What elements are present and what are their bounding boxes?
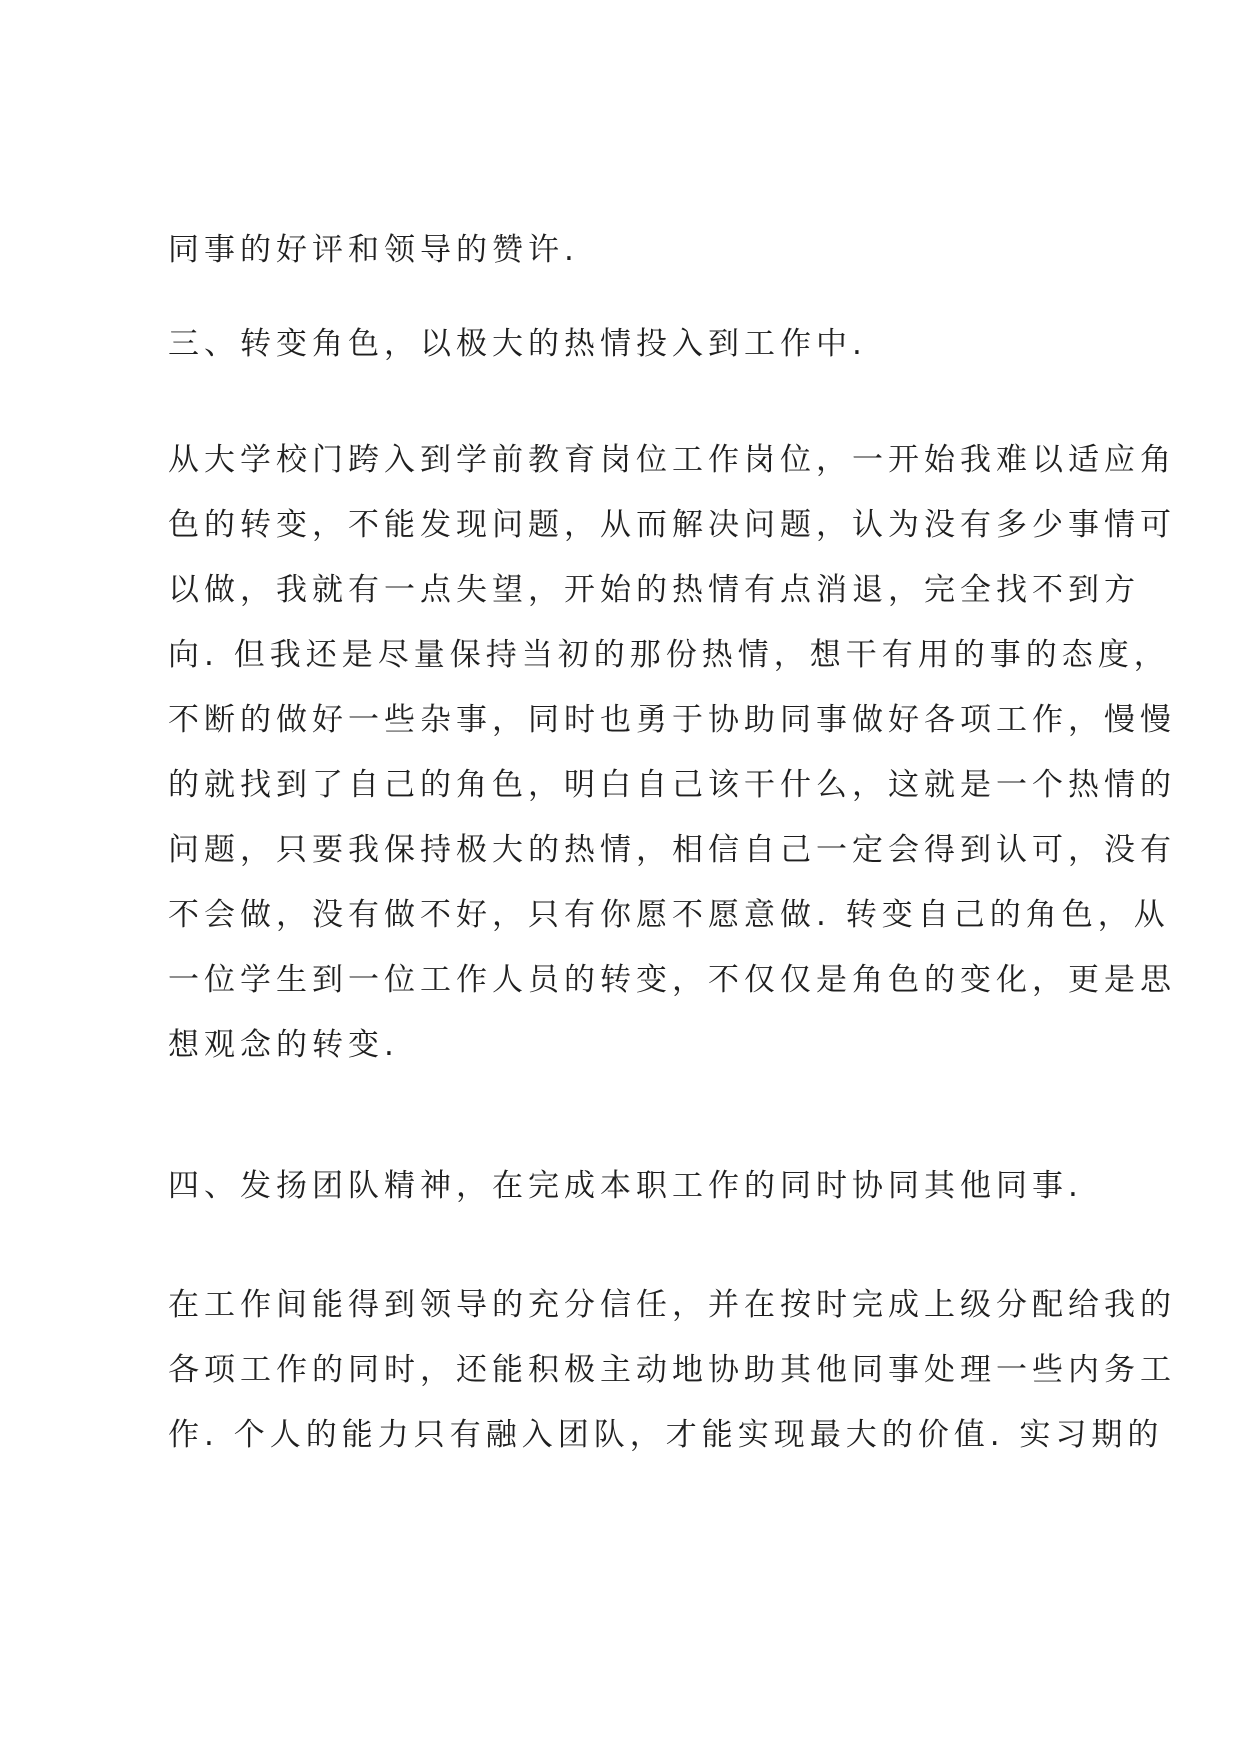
paragraph-line: 不会做，没有做不好，只有你愿不愿意做. 转变自己的角色，从 bbox=[168, 897, 1170, 933]
paragraph-line: 色的转变，不能发现问题，从而解决问题，认为没有多少事情可 bbox=[168, 507, 1176, 543]
section-4-heading: 四、发扬团队精神，在完成本职工作的同时协同其他同事. bbox=[168, 1168, 1083, 1204]
section-4-paragraph bbox=[168, 1273, 1176, 1468]
paragraph-line: 以做，我就有一点失望，开始的热情有点消退，完全找不到方 bbox=[168, 572, 1140, 608]
paragraph-line: 的就找到了自己的角色，明白自己该干什么，这就是一个热情的 bbox=[168, 767, 1176, 803]
paragraph-line: 问题，只要我保持极大的热情，相信自己一定会得到认可，没有 bbox=[168, 832, 1176, 868]
paragraph-line: 不断的做好一些杂事，同时也勇于协助同事做好各项工作，慢慢 bbox=[168, 702, 1176, 738]
paragraph-line: 作. 个人的能力只有融入团队，才能实现最大的价值. 实习期的 bbox=[168, 1417, 1164, 1453]
paragraph-line: 一位学生到一位工作人员的转变，不仅仅是角色的变化，更是思 bbox=[168, 962, 1176, 998]
paragraph-line: 从大学校门跨入到学前教育岗位工作岗位，一开始我难以适应角 bbox=[168, 442, 1176, 478]
paragraph-line: 各项工作的同时，还能积极主动地协助其他同事处理一些内务工 bbox=[168, 1352, 1176, 1388]
section-3-paragraph bbox=[168, 428, 1176, 1078]
paragraph-line: 想观念的转变. bbox=[168, 1027, 399, 1063]
paragraph-line: 在工作间能得到领导的充分信任，并在按时完成上级分配给我的 bbox=[168, 1287, 1176, 1323]
continuation-text: 同事的好评和领导的赞许. bbox=[168, 232, 579, 268]
paragraph-line: 向. 但我还是尽量保持当初的那份热情，想干有用的事的态度， bbox=[168, 637, 1170, 673]
section-3-heading: 三、转变角色，以极大的热情投入到工作中. bbox=[168, 326, 867, 362]
